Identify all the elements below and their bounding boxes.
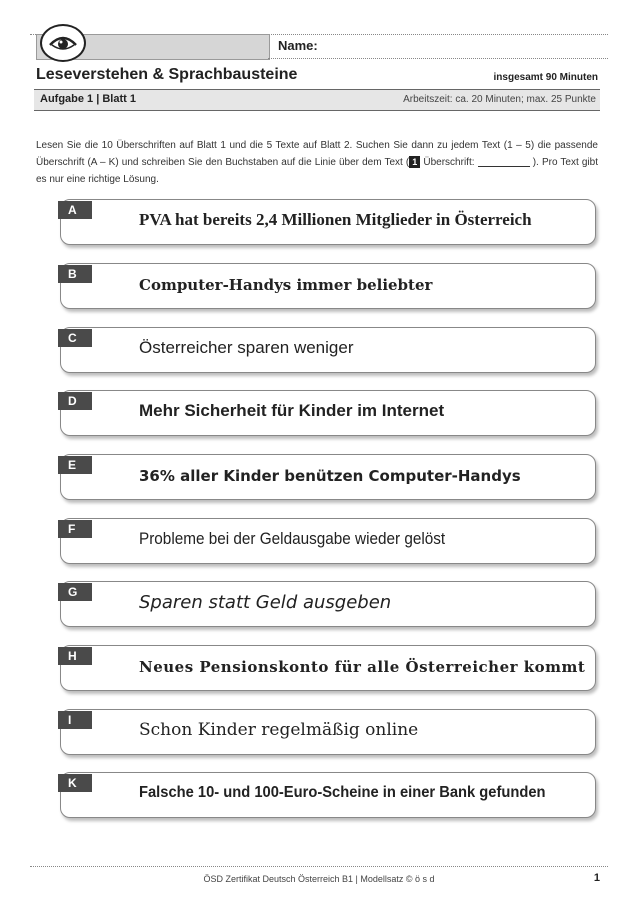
page-number: 1 <box>593 872 600 884</box>
headline-card-b <box>60 263 596 309</box>
letter-tab: H <box>58 647 92 665</box>
headline-card-a <box>60 199 596 245</box>
name-input-line[interactable] <box>268 58 608 59</box>
eye-icon <box>48 33 78 53</box>
answer-blank <box>478 166 530 167</box>
headline-text: Falsche 10- und 100-Euro-Scheine in einer Bank gefunden <box>139 784 546 801</box>
headline-card-c <box>60 327 596 373</box>
headline-text: Mehr Sicherheit für Kinder im Internet <box>139 401 445 420</box>
headline-card-d <box>60 390 596 436</box>
headline-text: Schon Kinder regelmäßig online <box>139 720 419 740</box>
headline-card-f <box>60 518 596 564</box>
headline-text: PVA hat bereits 2,4 Millionen Mitglieder in Österreich <box>139 210 532 229</box>
letter-tab: G <box>58 583 92 601</box>
headline-text: Österreicher sparen weniger <box>139 338 354 357</box>
headline-text: Sparen statt Geld ausgeben <box>139 592 392 613</box>
instructions-text-3: ). Pro Text gibt es nur eine richtige Lösung. <box>36 157 598 185</box>
instructions-text-2: Überschrift: <box>420 157 475 168</box>
task-bar <box>34 89 600 111</box>
instructions-text-1: Lesen Sie die 10 Überschriften auf Blatt 1 und die 5 Texte auf Blatt 2. Suchen Sie dann zu jedem Text (1 – 5) die passende Überschrift (A – K) und schreiben Sie den Buchstaben auf die Linie über dem Text ( <box>36 140 598 168</box>
letter-tab: B <box>58 265 92 283</box>
work-time: Arbeitszeit: ca. 20 Minuten; max. 25 Punkte <box>403 94 596 105</box>
letter-tab: D <box>58 392 92 410</box>
headline-card-e <box>60 454 596 500</box>
headline-card-k <box>60 772 596 818</box>
letter-tab: K <box>58 774 92 792</box>
letter-tab: C <box>58 329 92 347</box>
letter-tab: A <box>58 201 92 219</box>
total-time: insgesamt 90 Minuten <box>493 72 598 83</box>
headline-card-h <box>60 645 596 691</box>
footer-dotted-line <box>30 866 608 867</box>
headline-card-i <box>60 709 596 755</box>
page-title: Leseverstehen & Sprachbausteine <box>36 66 298 83</box>
number-badge: 1 <box>409 156 420 168</box>
headline-text: Neues Pensionskonto für alle Österreicher kommt <box>139 658 586 676</box>
headline-card-g <box>60 581 596 627</box>
letter-tab: E <box>58 456 92 474</box>
footer-text: ÖSD Zertifikat Deutsch Österreich B1 | Modellsatz © ö s d <box>203 874 435 884</box>
name-label: Name: <box>278 38 318 53</box>
task-label: Aufgabe 1 | Blatt 1 <box>40 93 136 105</box>
headline-text: Probleme bei der Geldausgabe wieder gelöst <box>139 529 446 548</box>
letter-tab: F <box>58 520 92 538</box>
letter-tab: I <box>58 711 92 729</box>
headline-text: 36% aller Kinder benützen Computer-Handys <box>139 467 521 485</box>
headline-text: Computer-Handys immer beliebter <box>139 276 433 294</box>
eye-badge <box>40 24 86 62</box>
instructions <box>36 137 598 188</box>
